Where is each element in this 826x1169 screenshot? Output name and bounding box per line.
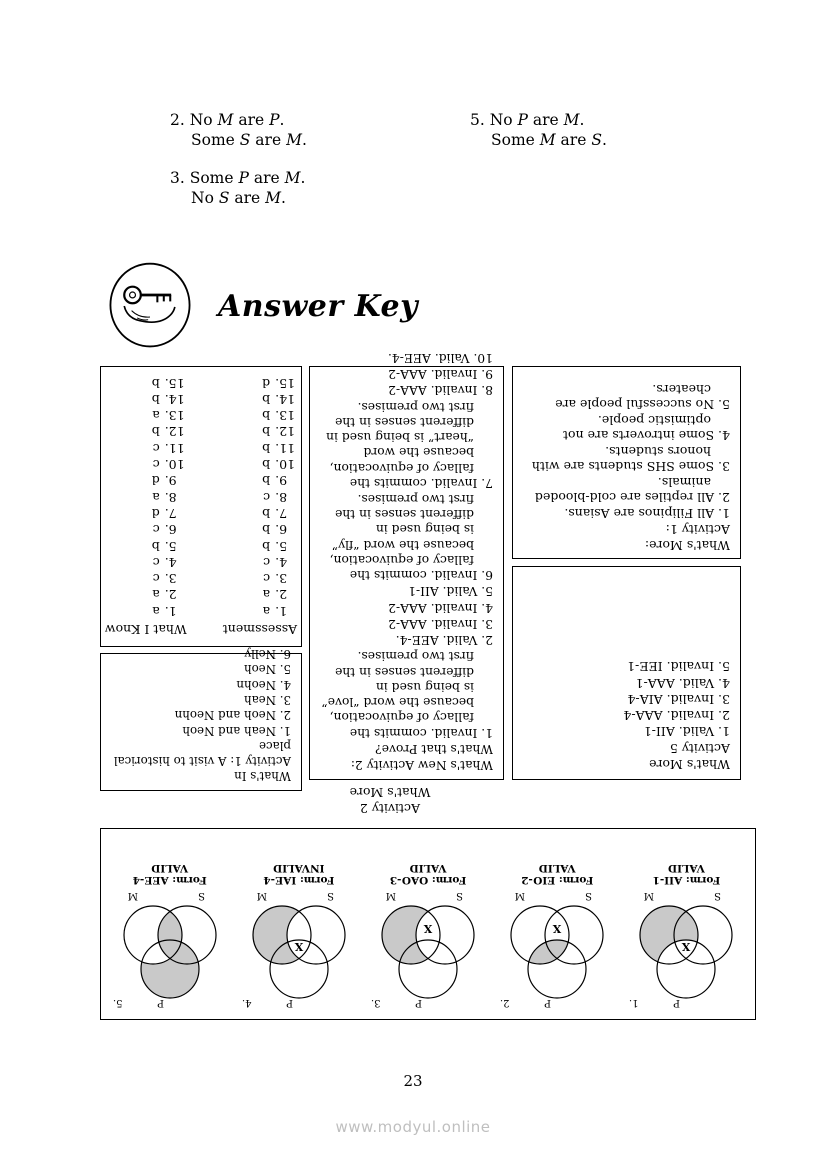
- answer-row: 7.d: [151, 505, 177, 521]
- svg-text:X: X: [552, 922, 562, 935]
- answer-list: [111, 646, 291, 737]
- svg-text:P: P: [286, 997, 293, 1008]
- svg-text:X: X: [294, 940, 304, 953]
- answer-row: 8.c: [263, 489, 288, 505]
- answer-item: 3. Neah: [244, 693, 291, 708]
- syllogism-exercise-3: [170, 168, 305, 208]
- svg-text:M: M: [644, 891, 655, 901]
- answer-row: 13.a: [152, 408, 185, 424]
- answer-row: 9.b: [262, 473, 288, 489]
- answer-item: 1. Neah and Neoh: [182, 723, 291, 738]
- venn-diagram-svg: [238, 891, 360, 1013]
- svg-text:S: S: [714, 891, 722, 901]
- venn-diagram-item-1: [623, 862, 749, 1013]
- premise-line: 5. No P are M.: [470, 111, 585, 129]
- answer-item: 4. Valid. AAA-1: [635, 675, 730, 691]
- venn-diagram-strip: [101, 829, 755, 1019]
- svg-text:X: X: [682, 940, 691, 953]
- page-number: 23: [403, 1072, 423, 1090]
- answer-box-whats-in: [100, 646, 302, 791]
- answer-row: 10.c: [152, 457, 185, 473]
- box-title: What's More: [649, 757, 730, 772]
- answer-row: 6.b: [262, 522, 288, 538]
- answer-item: 1. All Filipinos are Asians.: [564, 506, 730, 521]
- answer-item: 6. Nelly: [244, 646, 291, 661]
- box-title: What's More:: [644, 538, 730, 553]
- answer-column: [105, 374, 187, 637]
- answer-box-whats-more-activity1: [512, 366, 741, 559]
- venn-diagram-item-4: [236, 862, 362, 1013]
- answer-columns: [104, 374, 298, 639]
- premise-line: 3. Some P are M.: [170, 169, 306, 187]
- answer-list: [320, 350, 493, 740]
- venn-diagram-svg: [367, 891, 489, 1013]
- svg-text:2.: 2.: [500, 997, 510, 1008]
- venn-diagram-item-3: [365, 862, 491, 1013]
- answer-row: 1.a: [262, 603, 288, 619]
- svg-text:S: S: [585, 891, 593, 901]
- answer-list: [523, 659, 730, 739]
- svg-text:M: M: [514, 891, 526, 901]
- venn-validity-label: INVALID: [273, 862, 325, 874]
- venn-validity-label: VALID: [538, 862, 576, 874]
- answer-row: 12.b: [262, 424, 296, 440]
- svg-text:5.: 5.: [112, 997, 123, 1008]
- venn-diagram-svg: [496, 891, 618, 1013]
- answer-item: 5. Valid. AII-1: [408, 584, 493, 599]
- premise-line: Some M are S.: [491, 131, 607, 149]
- svg-text:S: S: [197, 891, 205, 901]
- answer-item: 4. Neohn: [236, 677, 291, 692]
- answer-item: 10. Valid. AEE-4.: [387, 350, 493, 365]
- answer-row: 2.a: [262, 587, 288, 603]
- venn-diagram-svg: [109, 891, 231, 1013]
- answer-item: 4. Invalid. AAA-2: [388, 600, 493, 615]
- box-title: What's In: [234, 769, 291, 783]
- answer-row: 14.b: [151, 391, 185, 407]
- answer-key-header: [104, 258, 418, 354]
- answer-row: 4.c: [263, 554, 288, 570]
- venn-form-label: Form: IAE-4: [263, 874, 335, 886]
- answer-column: [223, 374, 297, 637]
- answer-item: 1. Valid. AII-1: [643, 724, 730, 740]
- venn-diagram-item-2: [494, 862, 620, 1013]
- answer-row: 3.c: [263, 571, 288, 587]
- answer-item: 2. Neoh and Neohn: [174, 708, 291, 723]
- answer-row: 4.c: [152, 554, 177, 570]
- answer-key-title: Answer Key: [218, 288, 419, 324]
- answer-row: 13.b: [262, 408, 296, 424]
- answer-item: 6. Invalid. commits the fallacy of equivocation, because the word “fly” is being used in different senses in the first two premises.: [329, 492, 493, 583]
- answer-row: 10.b: [262, 457, 296, 473]
- answer-item: 7. Invalid. commits the fallacy of equivocation, because the word “heart” is being used in different senses in the first two premises.: [326, 399, 493, 490]
- box-subtitle: Activity 5: [669, 740, 730, 756]
- box-title: What's New Activity 2:: [350, 758, 493, 772]
- svg-text:P: P: [415, 997, 423, 1008]
- box-subtitle: Activity 1: A visit to historical place: [113, 739, 291, 768]
- answer-item: 3. Invalid. AAA-2: [388, 616, 493, 631]
- answer-item: 2. Invalid. AAA-4: [623, 708, 730, 724]
- premise-line: 2. No M are P.: [170, 111, 285, 129]
- venn-validity-label: VALID: [667, 862, 705, 874]
- premise-line: No S are M.: [191, 189, 286, 207]
- venn-caption-line: Activity 2: [359, 801, 421, 816]
- venn-form-label: Form: OAO-3: [389, 874, 467, 886]
- answer-key-icon: [104, 258, 196, 354]
- venn-form-label: Form: EIO-2: [521, 874, 594, 886]
- answer-row: 5.b: [262, 538, 288, 554]
- venn-validity-label: VALID: [409, 862, 447, 874]
- premise-line: Some S are M.: [191, 131, 307, 149]
- syllogism-exercise-5: [470, 110, 607, 150]
- exercise-number: 3.: [170, 169, 185, 187]
- answer-row: 1.a: [152, 603, 177, 619]
- answer-row: 3.c: [152, 571, 177, 587]
- venn-caption-line: What's More: [349, 785, 431, 800]
- venn-form-label: Form: AEE-4: [132, 874, 207, 886]
- svg-text:S: S: [456, 891, 464, 901]
- svg-text:P: P: [156, 997, 164, 1008]
- answer-row: 9.d: [151, 473, 177, 489]
- venn-diagram-box: [100, 828, 756, 1020]
- answer-item: 5. No successful people are cheaters.: [555, 382, 730, 412]
- answer-row: 11.c: [152, 440, 185, 456]
- answer-item: 4. Some introverts are not optimistic people.: [562, 413, 730, 443]
- venn-validity-label: VALID: [151, 862, 189, 874]
- svg-text:S: S: [326, 891, 334, 901]
- box-subtitle: What's that Prove?: [375, 741, 493, 756]
- answer-item: 3. Some SHS students are with honors students.: [531, 444, 730, 474]
- answer-item: 2. Valid. AEE-4.: [395, 633, 493, 648]
- answer-row: 2.a: [152, 587, 177, 603]
- venn-diagram-svg: [625, 891, 747, 1013]
- answer-row: 8.a: [152, 489, 177, 505]
- svg-text:M: M: [127, 891, 138, 901]
- svg-text:M: M: [256, 891, 267, 901]
- box-subtitle: Activity 1:: [665, 522, 730, 537]
- answer-row: 15.b: [151, 375, 185, 391]
- svg-text:P: P: [673, 997, 681, 1008]
- answer-list: [523, 382, 730, 521]
- answer-item: 5. Invalid. IEE-1: [627, 659, 730, 675]
- exercise-number: 5.: [470, 111, 485, 129]
- answer-row: 14.b: [262, 391, 296, 407]
- svg-text:P: P: [544, 997, 552, 1008]
- answer-row: 5.b: [151, 538, 177, 554]
- answer-column-header: What I Know: [104, 622, 187, 637]
- answer-box-whats-new-activity2: [309, 350, 504, 780]
- answer-item: 2. All reptiles are cold-blooded animals.: [534, 475, 730, 505]
- answer-column-header: Assessment: [222, 622, 298, 637]
- venn-form-label: Form: AII-1: [652, 874, 721, 886]
- exercise-number: 2.: [170, 111, 185, 129]
- answer-box-whats-more-activity5: [512, 566, 741, 780]
- watermark: www.modyul.online: [335, 1118, 491, 1136]
- answer-item: 8. Invalid. AAA-2: [388, 383, 493, 398]
- answer-item: 3. Invalid. AIA-4: [627, 692, 730, 707]
- answer-row: 11.b: [262, 440, 296, 456]
- answer-row: 12.b: [151, 424, 185, 440]
- answer-item: 1. Invalid. commits the fallacy of equivocation, because the word “love” is being used in different senses in the first two premises.: [321, 649, 493, 740]
- answer-box-what-i-know-assessment: [100, 366, 302, 647]
- answer-row: 15.d: [262, 375, 296, 391]
- svg-text:M: M: [385, 891, 397, 901]
- answer-item: 9. Invalid. AAA-2: [388, 367, 493, 382]
- svg-text:1.: 1.: [629, 997, 639, 1008]
- venn-diagram-item-5: [107, 862, 233, 1013]
- syllogism-exercise-2: [170, 110, 307, 150]
- venn-caption: [325, 784, 455, 816]
- answer-row: 7.b: [262, 505, 288, 521]
- svg-text:X: X: [423, 922, 433, 935]
- svg-text:3.: 3.: [371, 997, 381, 1008]
- svg-text:4.: 4.: [241, 997, 252, 1008]
- answer-item: 5. Neoh: [243, 662, 291, 677]
- answer-row: 6.c: [152, 522, 177, 538]
